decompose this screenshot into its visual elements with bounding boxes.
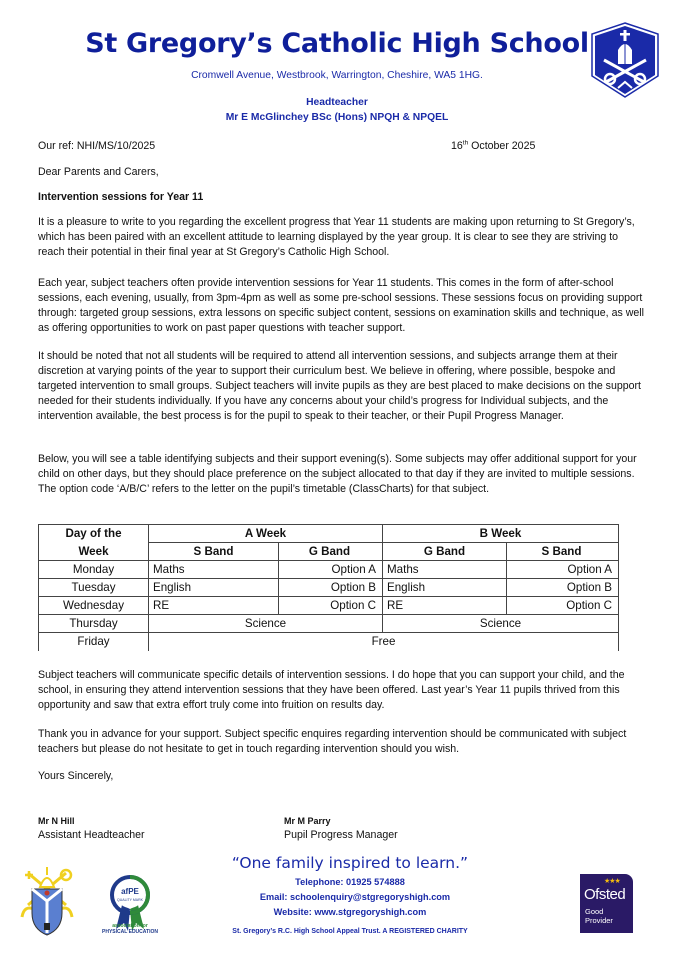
cell-a-s: RE [149,597,279,615]
signatory-1-role: Assistant Headteacher [38,829,145,841]
cell-a-g: Option C [279,597,383,615]
paragraph-sessions: Each year, subject teachers often provide intervention sessions for Year 11 students. This comes in the form of after-school sessions, each evening, usually, from 3pm-4pm as well as some pre-school sessions. These sessions focus on providing support through: targeted group sessions, extra lessons on specific subject content, sessions on examination skills and technique, as well as offering opportunities to work on past paper questions with teacher support. [38,277,644,335]
cell-day: Thursday [39,615,149,633]
signatory-1-name: Mr N Hill [38,816,75,826]
footer-email[interactable]: Email: schoolenquiry@stgregoryshigh.com [259,892,451,902]
headteacher-label: Headteacher [306,97,368,108]
closing: Yours Sincerely, [38,770,114,782]
cell-b-g: RE [383,597,507,615]
letter-reference: Our ref: NHI/MS/10/2025 [38,140,156,152]
cell-day: Friday [39,633,149,651]
svg-text:QUALITY MARK: QUALITY MARK [117,898,143,902]
paragraph-table-intro: Below, you will see a table identifying subjects and their support evening(s). Some subjects may offer additional support for your child on other days, but they should place preference on the subject allocated to that day if they are invited to multiple sessions. The option code ‘A/B/C’ refers to the letter on the pupil’s timetable (ClassCharts) for that subject. [38,453,637,496]
cell-b-s: Option C [507,597,619,615]
letter-date: 16th October 2025 [451,139,536,152]
cell-a-g: Option A [279,561,383,579]
school-crest-icon [590,22,660,98]
ofsted-grade-line2: Provider [585,916,613,926]
header-b-week: B Week [383,525,619,543]
table-row-friday [39,633,619,651]
paragraph-intro: It is a pleasure to write to you regarding the excellent progress that Year 11 students are making upon returning to St Gregory’s, which has been paired with an excellent attitude to learning displayed by the year group. It is clear to see they are striving to reach their potential in their final year at St Gregory’s Catholic High School. [38,216,635,259]
paragraph-thanks: Thank you in advance for your support. Subject specific enquires regarding intervention should be communicated with subject teachers but please do not hesitate to get in touch regarding intervention should you wish. [38,728,627,756]
table-row-thursday [39,615,619,633]
paragraph-communication: Subject teachers will communicate specific details of intervention sessions. I do hope that you can support your child, and the school, in ensuring they attend intervention sessions that they have been offered. Last year’s Year 11 pupils thrived from this opportunity and saw that extra effort truly come into fruition on results day. [38,669,625,712]
cell-all-weeks: Free [149,633,619,651]
letter-subject: Intervention sessions for Year 11 [38,191,204,203]
cell-day: Monday [39,561,149,579]
table-row-wednesday [39,597,619,615]
table-row-tuesday [39,579,619,597]
header-day-line2: Week [39,543,149,561]
afpe-caption-line2: PHYSICAL EDUCATION [102,929,158,935]
salutation: Dear Parents and Carers, [38,166,159,178]
header-day-line1: Day of the [39,525,149,543]
ofsted-grade [585,907,613,926]
cell-a-week: Science [149,615,383,633]
headteacher-name: Mr E McGlinchey BSc (Hons) NPQH & NPQEL [225,112,449,123]
cell-b-g: Maths [383,561,507,579]
cell-a-s: English [149,579,279,597]
ofsted-good-provider-badge [580,874,633,933]
school-address: Cromwell Avenue, Westbrook, Warrington, Cheshire, WA5 1HG. [191,70,483,81]
afpe-caption-line1: association for [112,923,148,929]
ofsted-brand: Ofsted [584,886,626,903]
afpe-caption [96,923,164,935]
signatory-2-role: Pupil Progress Manager [284,829,398,841]
cell-day: Wednesday [39,597,149,615]
header-b-g-band: G Band [383,543,507,561]
table-row-monday [39,561,619,579]
header-b-s-band: S Band [507,543,619,561]
footer-telephone: Telephone: 01925 574888 [295,877,405,887]
cell-b-s: Option B [507,579,619,597]
signatory-2-name: Mr M Parry [284,816,331,826]
cell-a-g: Option B [279,579,383,597]
footer-charity-notice: St. Gregory’s R.C. High School Appeal Trust. A REGISTERED CHARITY [232,928,468,935]
ofsted-stars-icon: ★★★ [604,878,620,885]
school-motto: “One family inspired to learn.” [231,854,469,872]
cell-a-s: Maths [149,561,279,579]
header-a-g-band: G Band [279,543,383,561]
diocese-coat-of-arms-icon [20,865,74,937]
cell-day: Tuesday [39,579,149,597]
school-name: St Gregory’s Catholic High School [85,28,589,59]
footer-website[interactable]: Website: www.stgregoryshigh.com [273,907,427,917]
cell-b-g: English [383,579,507,597]
svg-text:afPE: afPE [121,887,139,896]
ofsted-grade-line1: Good [585,907,604,916]
header-a-s-band: S Band [149,543,279,561]
paragraph-attendance: It should be noted that not all students will be required to attend all intervention sessions, and subjects arrange them at their discretion at varying points of the year to support their curriculum best. We believe in offering, where possible, bespoke and targeted intervention to small groups. Subject teachers will invite pupils as they are best placed to make decisions on the support needed for their students individually. If you have any concerns about your child’s progress for Individual subjects, and the intervention available, the best process is for the pupil to speak to their teacher, or their Pupil Progress Manager. [38,350,642,423]
cell-b-week: Science [383,615,619,633]
cell-b-s: Option A [507,561,619,579]
header-a-week: A Week [149,525,383,543]
intervention-schedule-table [38,524,619,651]
